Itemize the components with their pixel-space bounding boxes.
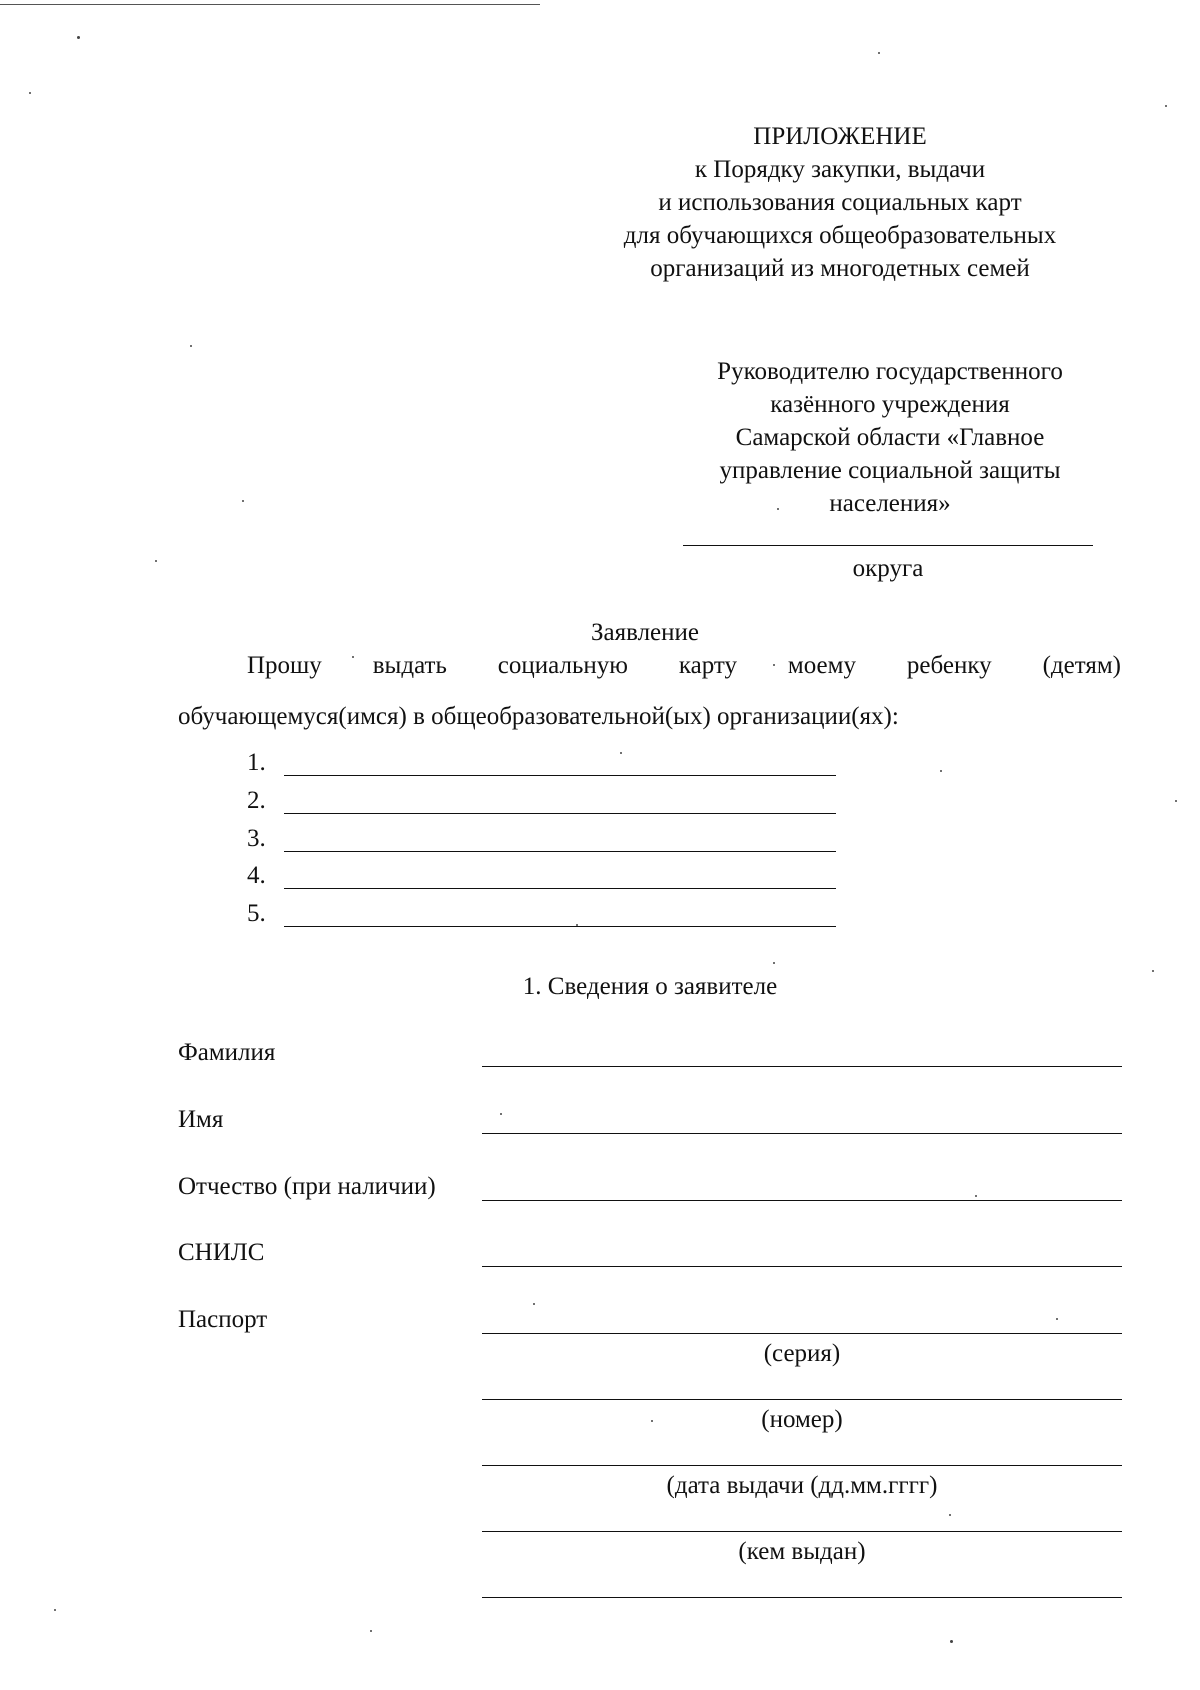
- addressee-line: управление социальной защиты: [719, 457, 1061, 484]
- passport-issued-by-continuation-field[interactable]: [482, 1597, 1122, 1598]
- snils-field[interactable]: [482, 1266, 1122, 1267]
- scan-speck: [878, 52, 880, 54]
- request-word: социальную: [497, 652, 628, 679]
- patronymic-label: Отчество (при наличии): [178, 1173, 436, 1200]
- scan-speck: [1056, 1318, 1058, 1320]
- scan-speck: [949, 1514, 951, 1516]
- entry-number: 4.: [247, 862, 266, 889]
- name-field[interactable]: [482, 1133, 1122, 1134]
- scan-speck: [533, 1303, 535, 1305]
- passport-series-caption: (серия): [763, 1340, 841, 1367]
- patronymic-field[interactable]: [482, 1200, 1122, 1201]
- request-word: Прошу: [247, 652, 322, 679]
- passport-issued-by-caption: (кем выдан): [738, 1538, 866, 1565]
- school-entry-line[interactable]: [284, 775, 836, 776]
- appendix-line: организаций из многодетных семей: [650, 255, 1030, 282]
- entry-number: 2.: [247, 787, 266, 814]
- scan-speck: [190, 345, 192, 347]
- request-text-line2: обучающемуся(имся) в общеобразовательной(ых) организации(ях):: [178, 703, 899, 730]
- scan-speck: [77, 36, 80, 39]
- district-caption: округа: [852, 555, 924, 582]
- passport-issued-by-field[interactable]: [482, 1531, 1122, 1532]
- scan-speck: [1175, 800, 1177, 802]
- scan-edge-line: [0, 4, 540, 5]
- appendix-header: [590, 120, 1090, 285]
- entry-number: 1.: [247, 749, 266, 776]
- scan-speck: [950, 1640, 953, 1643]
- scan-speck: [54, 1609, 56, 1611]
- appendix-line: и использования социальных карт: [658, 189, 1022, 216]
- addressee-line: Руководителю государственного: [717, 358, 1063, 385]
- addressee-line: Самарской области «Главное: [735, 424, 1045, 451]
- addressee-block: [665, 355, 1115, 520]
- scan-speck: [1165, 105, 1167, 107]
- scan-speck: [242, 500, 244, 502]
- appendix-line: для обучающихся общеобразовательных: [623, 222, 1057, 249]
- name-label: Имя: [178, 1106, 224, 1133]
- scan-speck: [29, 92, 31, 94]
- passport-issue-date-field[interactable]: [482, 1465, 1122, 1466]
- scan-speck: [370, 1630, 372, 1632]
- statement-title: Заявление: [590, 619, 700, 646]
- passport-series-field[interactable]: [482, 1333, 1122, 1334]
- snils-label: СНИЛС: [178, 1239, 265, 1266]
- passport-issue-date-caption: (дата выдачи (дд.мм.гггг): [666, 1472, 938, 1499]
- scan-speck: [155, 560, 157, 562]
- scan-speck: [773, 962, 775, 964]
- entry-number: 3.: [247, 825, 266, 852]
- appendix-line: к Порядку закупки, выдачи: [694, 156, 986, 183]
- school-entry-line[interactable]: [284, 926, 836, 927]
- school-entry-2: [247, 784, 847, 820]
- scan-speck: [500, 1113, 502, 1115]
- school-entry-5: [247, 897, 847, 933]
- passport-number-field[interactable]: [482, 1399, 1122, 1400]
- passport-label: Паспорт: [178, 1306, 268, 1333]
- entry-number: 5.: [247, 900, 266, 927]
- surname-label: Фамилия: [178, 1039, 276, 1066]
- school-entry-1: [247, 746, 847, 782]
- school-entry-line[interactable]: [284, 851, 836, 852]
- district-field-line[interactable]: [683, 545, 1093, 546]
- request-word: выдать: [372, 652, 447, 679]
- request-word: моему: [787, 652, 856, 679]
- request-text-line1: [247, 649, 1121, 682]
- school-entry-3: [247, 822, 847, 858]
- section-title-applicant: 1. Сведения о заявителе: [522, 973, 778, 1000]
- surname-field[interactable]: [482, 1066, 1122, 1067]
- school-entry-line[interactable]: [284, 813, 836, 814]
- request-word: ребенку: [906, 652, 992, 679]
- scan-speck: [940, 770, 942, 772]
- request-word: (детям): [1042, 652, 1121, 679]
- scan-speck: [975, 1195, 977, 1197]
- appendix-title: ПРИЛОЖЕНИЕ: [753, 123, 927, 150]
- addressee-line: населения»: [829, 490, 951, 517]
- school-entry-line[interactable]: [284, 888, 836, 889]
- addressee-line: казённого учреждения: [770, 391, 1010, 418]
- request-word: карту: [678, 652, 737, 679]
- school-entry-4: [247, 859, 847, 895]
- passport-number-caption: (номер): [761, 1406, 843, 1433]
